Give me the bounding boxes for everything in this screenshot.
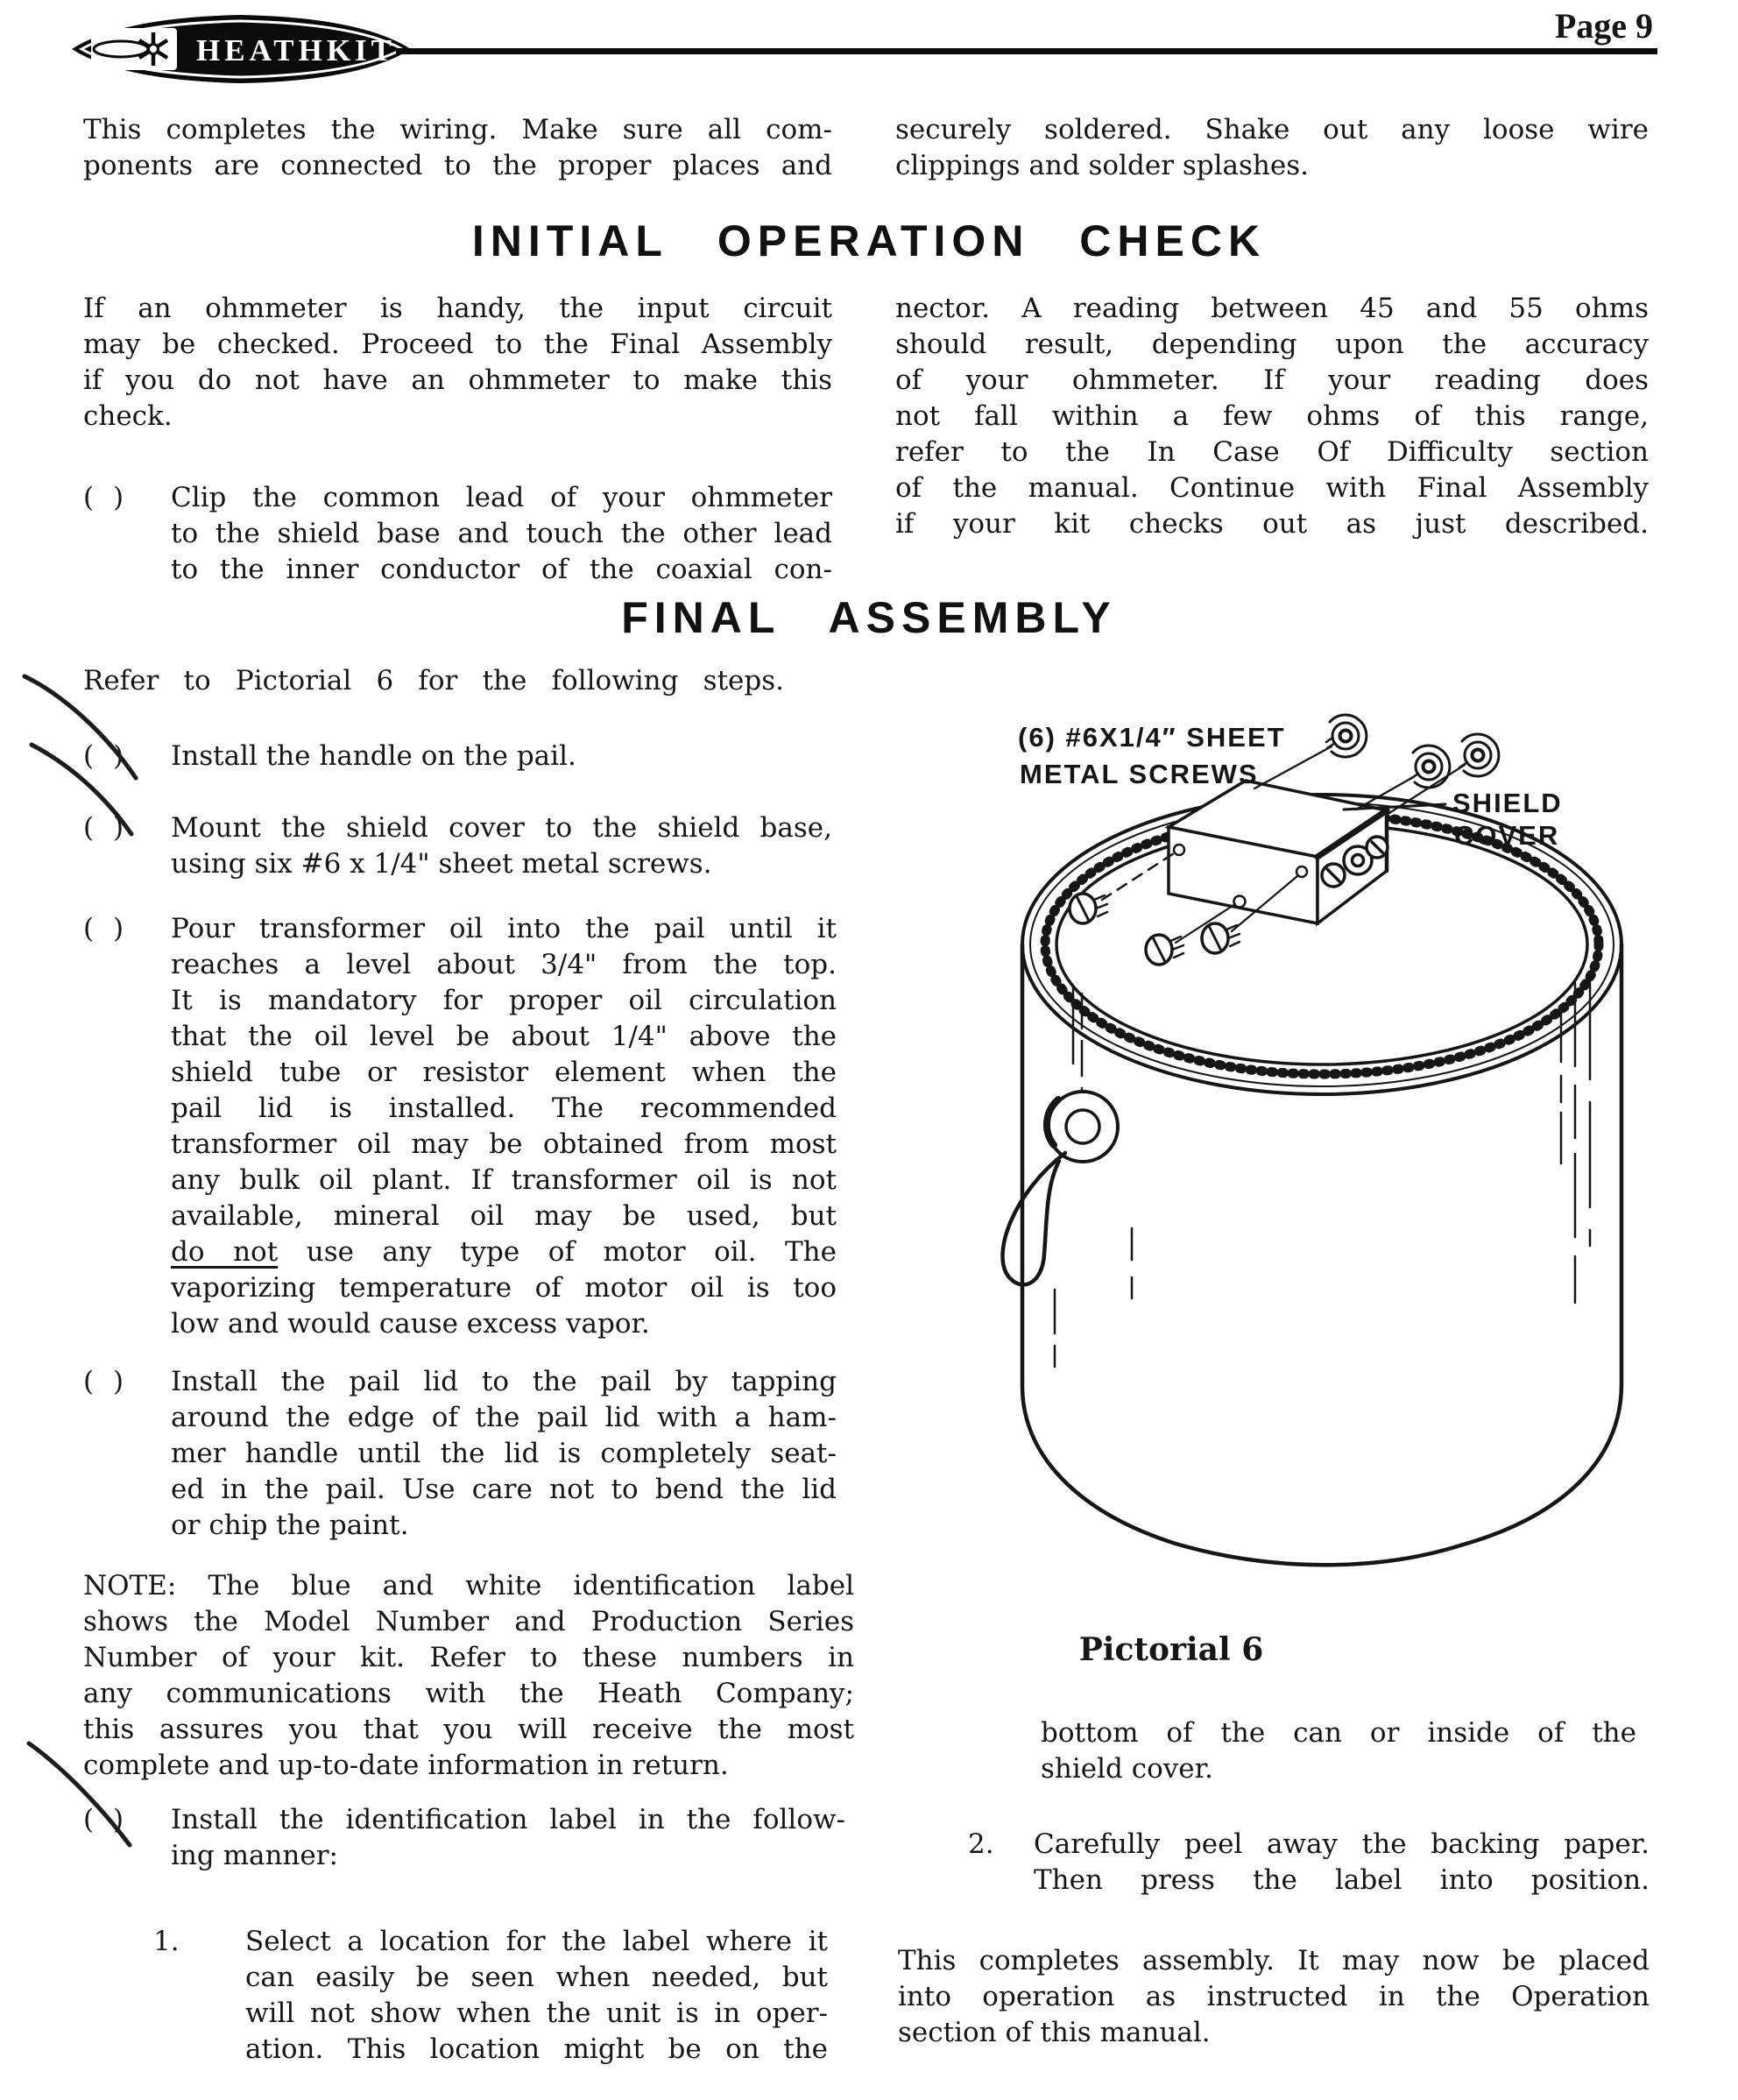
intro-left-paragraph [83,112,832,184]
pictorial-6-illustration [948,685,1666,1627]
text-line: Install the identification label in the follow- [171,1804,845,1835]
text-line: This completes assembly. It may now be placed [898,1945,1650,1976]
text-line: If an ohmmeter is handy, the input circuit [83,293,832,324]
screws-label: METAL SCREWS [1020,759,1259,789]
text-line: or chip the paint. [171,1510,409,1541]
intro-right-paragraph [895,112,1649,184]
section-heading-final-assembly: FINAL ASSEMBLY [621,593,1117,642]
text-line: ing manner: [171,1840,338,1871]
text-line: shield tube or resistor element when the [171,1057,837,1088]
line-refer-pictorial [83,663,784,699]
logo-emblem-panel [91,28,177,70]
text-line: Refer to Pictorial 6 for the following steps. [83,665,784,696]
text-line: refer to the In Case Of Difficulty section [895,436,1649,468]
handle-wire [1003,1153,1065,1284]
text-line: Then press the label into position. [1034,1864,1650,1896]
text-line: into operation as instructed in the Operation [898,1981,1650,2012]
text-line: mer handle until the lid is completely seat- [171,1438,837,1469]
text-line: any bulk oil plant. If transformer oil is not [171,1164,837,1196]
note-identification-label [83,1568,854,1784]
text-line: ponents are connected to the proper places and [83,150,832,181]
text-line: any communications with the Heath Company; [83,1678,854,1709]
text-line: of your ohmmeter. If your reading does [895,364,1649,396]
heathkit-logo [68,9,414,89]
text-line: clippings and solder splashes. [895,150,1309,181]
text-line: reaches a level about 3/4" from the top. [171,949,837,980]
screws-label: (6) #6X1/4″ SHEET [1018,722,1286,753]
text-line: shows the Model Number and Production Series [83,1606,854,1637]
checkbox-parens: ( ) [83,740,130,772]
text-line: if your kit checks out as just described. [895,508,1649,540]
shield-cover-label: SHIELD [1452,788,1563,818]
text-line: complete and up-to-date information in return. [83,1750,729,1781]
text-line: ed in the pail. Use care not to bend the lid [171,1474,837,1505]
text-line: Install the pail lid to the pail by tapping [171,1366,837,1397]
section-heading-initial-operation-check: INITIAL OPERATION CHECK [471,216,1267,265]
text-line: this assures you that you will receive the most [83,1714,854,1745]
numbered-item-2 [968,1827,1650,1898]
text-line: securely soldered. Shake out any loose wire [895,114,1649,145]
checkbox-parens: ( ) [83,913,130,944]
text-line: may be checked. Proceed to the Final Assembly [83,329,832,360]
step-install-pail-lid [83,1364,837,1544]
step-clip-lead [83,480,832,588]
numbered-item-1-continued [1041,1715,1636,1787]
list-number: 2. [968,1828,994,1860]
text-line: Pour transformer oil into the pail until it [171,913,837,944]
paragraph-ohmmeter-check [83,291,832,435]
paragraph-reading-result [895,291,1649,542]
step-text [171,480,832,588]
checkbox-parens: ( ) [83,1366,130,1397]
text-line: to the shield base and touch the other lead [171,518,832,549]
text-line: that the oil level be about 1/4" above the [171,1021,837,1052]
text-line: NOTE: The blue and white identification label [83,1570,854,1602]
numbered-item-1 [153,1924,828,2068]
text-line: check. [83,400,173,432]
step-text [171,911,837,1342]
figure-caption: Pictorial 6 [1078,1631,1264,1668]
checkbox-parens: ( ) [83,1804,130,1835]
list-item-text [245,1924,828,2068]
shield-cover-label: COVER [1454,820,1560,851]
text-line: Carefully peel away the backing paper. [1034,1828,1650,1860]
text-line: nector. A reading between 45 and 55 ohms [895,293,1649,324]
brand-text: HEATHKIT [196,33,397,67]
text-line: of the manual. Continue with Final Assembly [895,472,1649,504]
text-line: pail lid is installed. The recommended [171,1092,837,1124]
text-line: around the edge of the pail lid with a ham- [171,1402,837,1433]
text-line: not fall within a few ohms of this range, [895,400,1649,432]
text-line: Install the handle on the pail. [171,740,576,772]
checkbox-parens: ( ) [83,482,130,513]
text-line: transformer oil may be obtained from most [171,1128,837,1160]
text-line: available, mineral oil may be used, but [171,1200,837,1232]
text-line: Clip the common lead of your ohmmeter [171,482,832,513]
step-text [171,739,832,774]
step-install-handle [83,739,832,774]
closing-paragraph [898,1943,1650,2051]
list-number: 1. [153,1926,180,1957]
list-item-text [1034,1827,1650,1898]
text-line: shield cover. [1041,1753,1213,1785]
text-line: can easily be seen when needed, but [245,1962,828,1993]
step-text [171,810,832,882]
step-install-label [83,1802,845,1874]
text-line: should result, depending upon the accuracy [895,329,1649,360]
step-pour-oil [83,911,837,1342]
grommet-icon [1047,1092,1118,1162]
text-line: using six #6 x 1/4" sheet metal screws. [171,848,712,880]
shield-cover-box [1169,781,1388,923]
text-line: if you do not have an ohmmeter to make this [83,364,832,396]
shading-lines [1055,974,1590,1367]
text-line: Select a location for the label where it [245,1926,828,1957]
text-line: Number of your kit. Refer to these numbers in [83,1642,854,1673]
text-line: It is mandatory for proper oil circulation [171,985,837,1016]
text-line: section of this manual. [898,2017,1211,2048]
step-mount-shield-cover [83,810,832,882]
page-number: Page 9 [1554,6,1653,46]
text-line: low and would cause excess vapor. [171,1308,650,1340]
text-line: ation. This location might be on the [245,2033,828,2065]
step-text [171,1364,837,1544]
step-text [171,1802,845,1874]
pail-body [1022,944,1621,1565]
text-line: bottom of the can or inside of the [1041,1717,1636,1749]
header-rule [396,48,1657,54]
text-line: vaporizing temperature of motor oil is too [171,1272,837,1304]
text-line: to the inner conductor of the coaxial con- [171,554,832,585]
text-line: This completes the wiring. Make sure all com- [83,114,832,145]
checkbox-parens: ( ) [83,812,130,844]
text-line: Mount the shield cover to the shield base, [171,812,832,844]
text-line: do not use any type of motor oil. The [171,1236,837,1268]
text-line: will not show when the unit is in oper- [245,1997,828,2029]
